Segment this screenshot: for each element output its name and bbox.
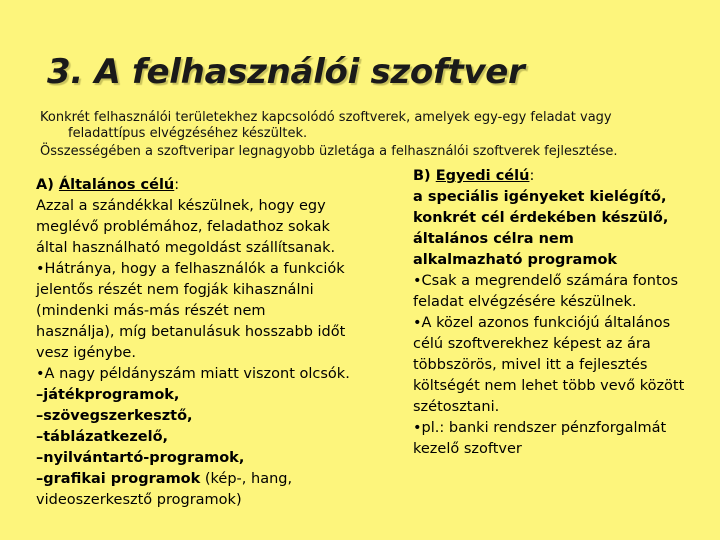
program-item: –játékprogramok,	[36, 387, 180, 403]
program-item	[36, 469, 386, 490]
text-line: többszörös, mivel itt a fejlesztés	[413, 357, 648, 373]
text-line: meglévő problémához, feladathoz sokak	[36, 219, 330, 235]
text-line: feladat elvégzésére készülnek.	[413, 294, 637, 310]
text-line: Azzal a szándékkal készülnek, hogy egy	[36, 198, 326, 214]
intro-line: Konkrét felhasználói területekhez kapcsolódó szoftverek, amelyek egy-egy feladat vagy	[40, 110, 612, 125]
program-item: –táblázatkezelő,	[36, 429, 169, 445]
intro-text	[40, 110, 710, 160]
intro-line: Összességében a szoftveripar legnagyobb üzletága a felhasználói szoftverek fejlesztése.	[40, 144, 618, 159]
bullet-line: •Csak a megrendelő számára fontos	[413, 273, 679, 289]
text-line: videoszerkesztő programok)	[36, 492, 242, 508]
heading-prefix: B)	[413, 168, 436, 184]
bullet-line: •Hátránya, hogy a felhasználók a funkciók	[36, 261, 345, 277]
bullet-line: •A nagy példányszám miatt viszont olcsók.	[36, 366, 350, 382]
slide-title: 3. A felhasználói szoftver	[47, 52, 525, 92]
text-line: szétosztani.	[413, 399, 500, 415]
column-b-heading	[413, 166, 703, 187]
text-line: célú szoftverekhez képest az ára	[413, 336, 651, 352]
heading-suffix: :	[529, 168, 535, 184]
bold-line: konkrét cél érdekében készülő,	[413, 210, 669, 226]
custom-purpose-column	[413, 166, 703, 460]
text-line: vesz igénybe.	[36, 345, 136, 361]
bold-line: általános célra nem	[413, 231, 574, 247]
heading-text: Egyedi célú	[435, 168, 530, 184]
bold-line: alkalmazható programok	[413, 252, 618, 268]
heading-prefix: A)	[36, 177, 59, 193]
general-purpose-column	[36, 175, 386, 511]
program-item: –szövegszerkesztő,	[36, 408, 193, 424]
column-a-heading	[36, 175, 386, 196]
heading-text: Általános célú	[58, 177, 175, 193]
text-line: (mindenki más-más részét nem	[36, 303, 266, 319]
program-item-bold: –grafikai programok	[36, 471, 201, 487]
bold-line: a speciális igényeket kielégítő,	[413, 189, 667, 205]
heading-suffix: :	[174, 177, 180, 193]
text-line: költségét nem lehet több vevő között	[413, 378, 685, 394]
program-item: –nyilvántartó-programok,	[36, 450, 245, 466]
text-line: jelentős részét nem fogják kihasználni	[36, 282, 314, 298]
intro-line: feladattípus elvégzéséhez készültek.	[68, 126, 308, 141]
text-line: kezelő szoftver	[413, 441, 522, 457]
bullet-line: •pl.: banki rendszer pénzforgalmát	[413, 420, 667, 436]
text-line: által használható megoldást szállítsanak.	[36, 240, 336, 256]
bullet-line: •A közel azonos funkciójú általános	[413, 315, 671, 331]
text-line: használja), míg betanulásuk hosszabb időt	[36, 324, 346, 340]
program-item-rest: (kép-, hang,	[200, 471, 293, 487]
